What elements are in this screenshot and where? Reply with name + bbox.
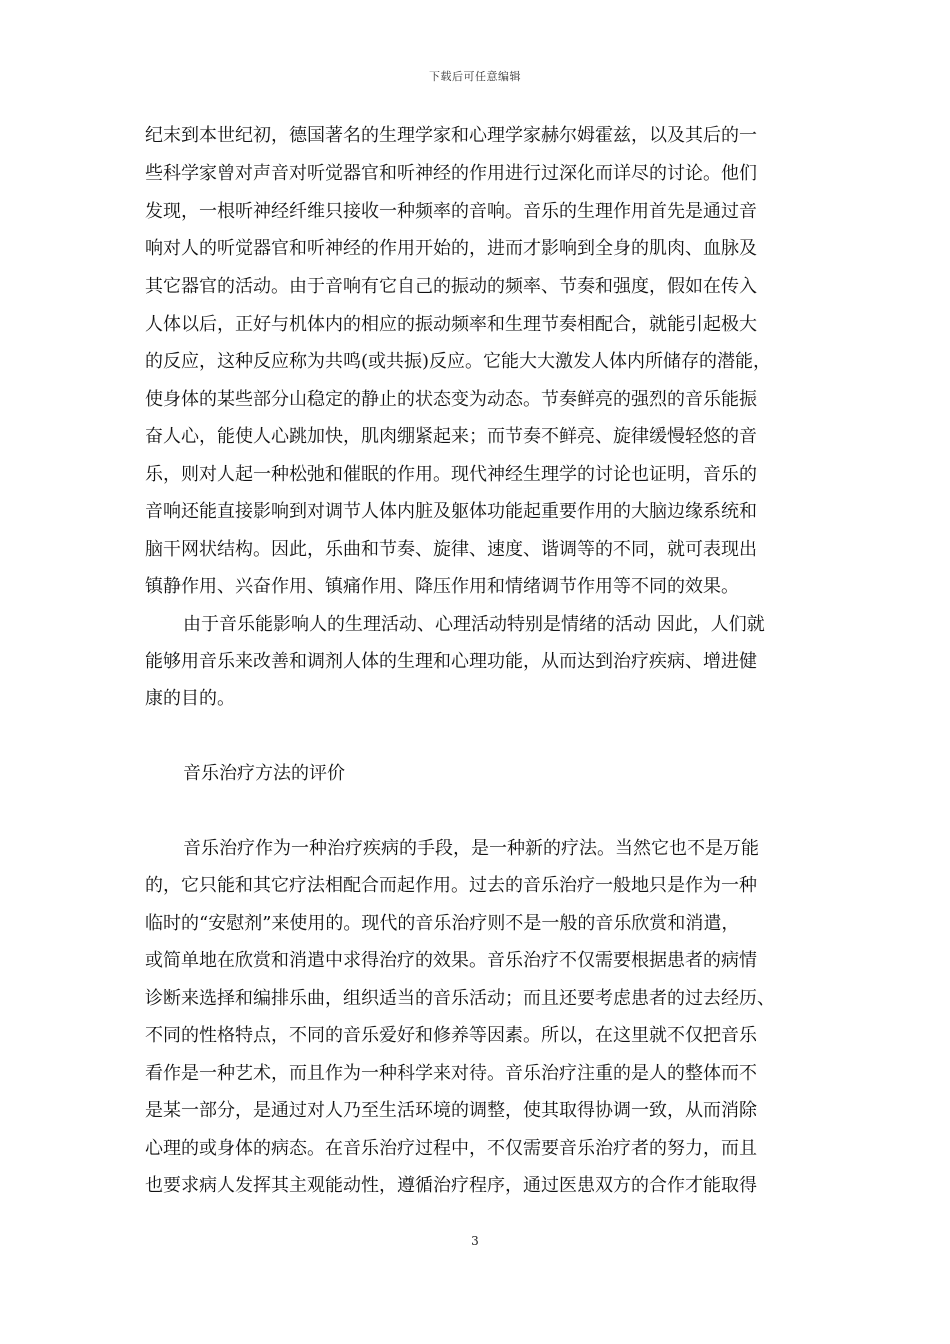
paragraph-1-line-4: 响对人的听觉器官和听神经的作用开始的，进而才影响到全身的肌肉、血脉及 (145, 238, 757, 259)
paragraph-3-line-7: 看作是一种艺术，而且作为一种科学来对待。音乐治疗注重的是人的整体而不 (145, 1063, 757, 1084)
paragraph-1-line-1: 纪末到本世纪初，德国著名的生理学家和心理学家赫尔姆霍兹，以及其后的一 (145, 125, 757, 146)
paragraph-2-line-2: 能够用音乐来改善和调剂人体的生理和心理功能，从而达到治疗疾病、增进健 (145, 651, 757, 672)
paragraph-1-line-6: 人体以后，正好与机体内的相应的振动频率和生理节奏相配合，就能引起极大 (145, 314, 757, 335)
paragraph-1-line-13: 镇静作用、兴奋作用、镇痛作用、降压作用和情绪调节作用等不同的效果。 (145, 576, 739, 597)
paragraph-1-line-2: 些科学家曾对声音对听觉器官和听神经的作用进行过深化而详尽的讨论。他们 (145, 163, 757, 184)
paragraph-1-line-10: 乐，则对人起一种松弛和催眠的作用。现代神经生理学的讨论也证明，音乐的 (145, 464, 757, 485)
paragraph-3-line-5: 诊断来选择和编排乐曲，组织适当的音乐活动；而且还要考虑患者的过去经历、 (145, 988, 775, 1009)
section-heading: 音乐治疗方法的评价 (183, 763, 345, 784)
page-number: 3 (471, 1234, 479, 1248)
paragraph-1-line-12: 脑干网状结构。因此，乐曲和节奏、旋律、速度、谐调等的不同，就可表现出 (145, 539, 757, 560)
paragraph-1-line-8: 使身体的某些部分山稳定的静止的状态变为动态。节奏鲜亮的强烈的音乐能振 (145, 389, 757, 410)
paragraph-2-line-1: 由于音乐能影响人的生理活动、心理活动特别是情绪的活动 因此，人们就 (183, 614, 765, 635)
paragraph-1-line-3: 发现，一根听神经纤维只接收一种频率的音响。音乐的生理作用首先是通过音 (145, 201, 757, 222)
paragraph-3-line-6: 不同的性格特点，不同的音乐爱好和修养等因素。所以，在这里就不仅把音乐 (145, 1025, 757, 1046)
paragraph-3-line-2: 的，它只能和其它疗法相配合而起作用。过去的音乐治疗一般地只是作为一种 (145, 875, 757, 896)
paragraph-1-line-7: 的反应，这种反应称为共鸣(或共振)反应。它能大大激发人体内所储存的潜能， (145, 351, 772, 372)
paragraph-3-line-9: 心理的或身体的病态。在音乐治疗过程中，不仅需要音乐治疗者的努力，而且 (145, 1138, 757, 1159)
paragraph-1-line-9: 奋人心，能使人心跳加快，肌肉绷紧起来；而节奏不鲜亮、旋律缓慢轻悠的音 (145, 426, 757, 447)
paragraph-3-line-10: 也要求病人发挥其主观能动性，遵循治疗程序，通过医患双方的合作才能取得 (145, 1175, 757, 1196)
paragraph-3-line-3: 临时的“安慰剂”来使用的。现代的音乐治疗则不是一般的音乐欣赏和消遣， (145, 913, 740, 934)
paragraph-1-line-11: 音响还能直接影响到对调节人体内脏及躯体功能起重要作用的大脑边缘系统和 (145, 501, 757, 522)
paragraph-1-line-5: 其它器官的活动。由于音响有它自己的振动的频率、节奏和强度，假如在传入 (145, 276, 757, 297)
paragraph-3-line-1: 音乐治疗作为一种治疗疾病的手段，是一种新的疗法。当然它也不是万能 (183, 838, 759, 859)
paragraph-2-line-3: 康的目的。 (145, 688, 235, 709)
paragraph-3-line-8: 是某一部分，是通过对人乃至生活环境的调整，使其取得协调一致，从而消除 (145, 1100, 757, 1121)
paragraph-3-line-4: 或简单地在欣赏和消遣中求得治疗的效果。音乐治疗不仅需要根据患者的病情 (145, 950, 757, 971)
page-header: 下载后可任意编辑 (429, 70, 521, 83)
